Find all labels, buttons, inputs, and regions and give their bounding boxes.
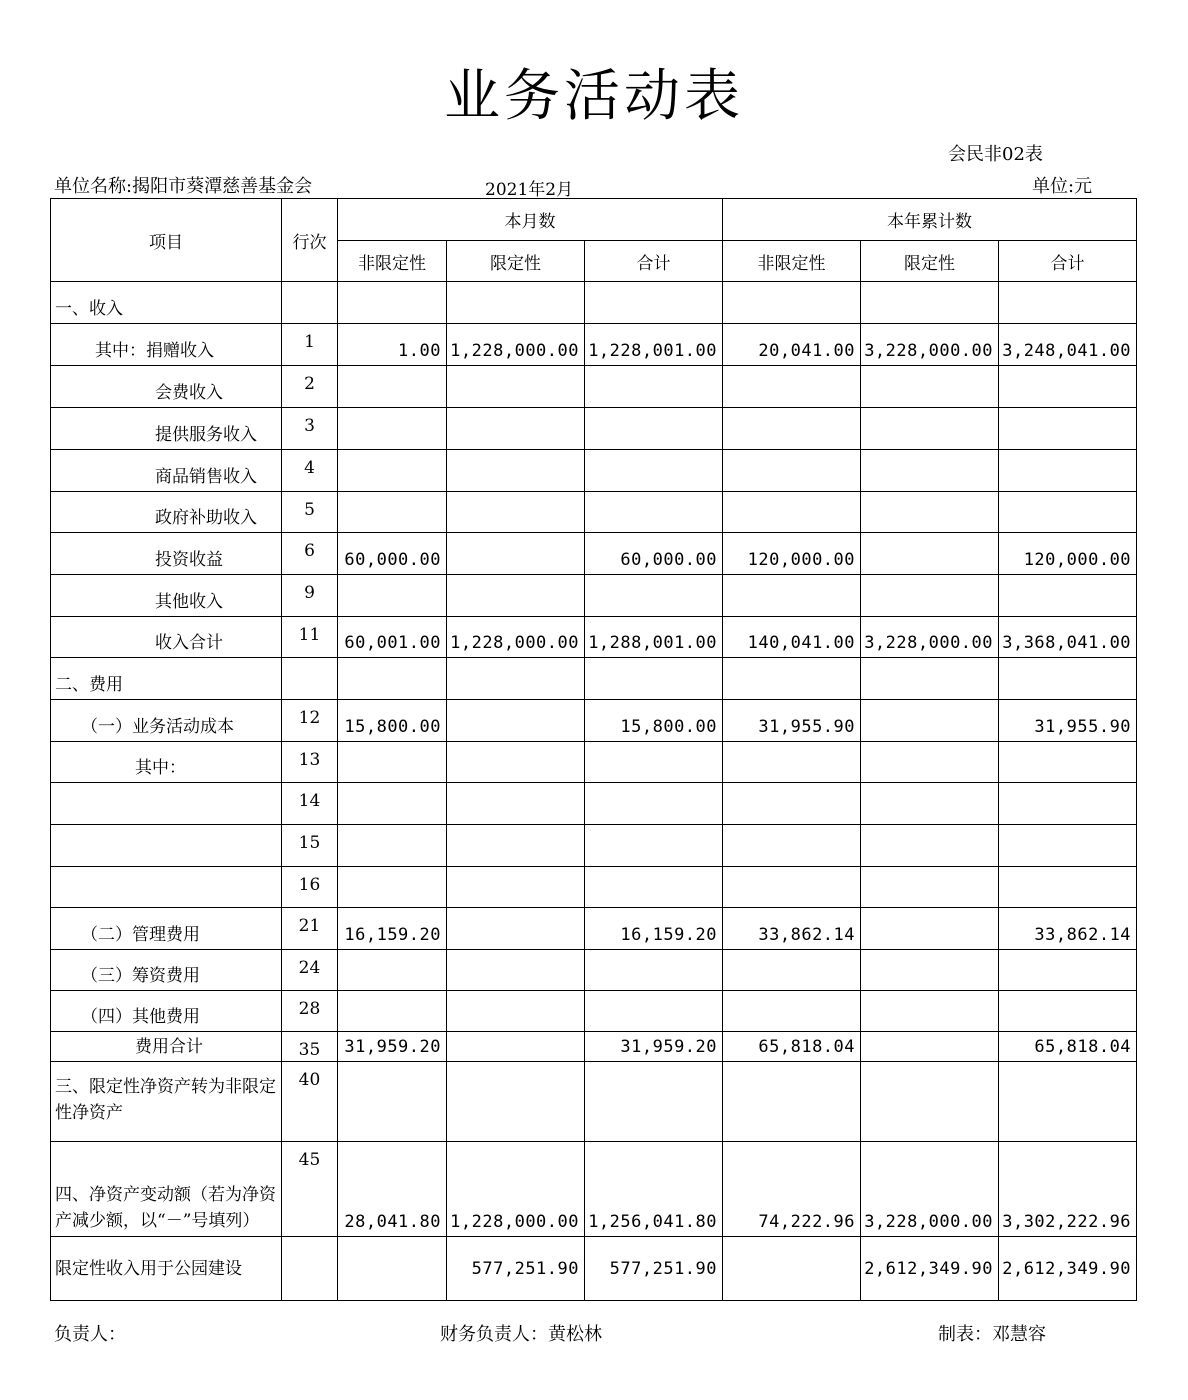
cell-y-total: [999, 575, 1137, 617]
cell-m-unres: 15,800.00: [338, 700, 447, 742]
row-line-number: [282, 282, 338, 324]
cell-y-unres: 31,955.90: [723, 700, 861, 742]
cell-y-res: [861, 867, 999, 908]
header-row-groups: [51, 199, 1137, 241]
header-month-total: 合计: [585, 241, 723, 282]
row-label: 一、收入: [51, 282, 282, 324]
cell-m-res: [447, 282, 585, 324]
cell-y-total: [999, 450, 1137, 492]
cell-m-res: [447, 408, 585, 450]
cell-m-unres: [338, 408, 447, 450]
cell-y-total: [999, 492, 1137, 533]
table-row: [51, 533, 1137, 575]
cell-y-total: 2,612,349.90: [999, 1237, 1137, 1301]
cell-y-total: 120,000.00: [999, 533, 1137, 575]
row-label: （三）筹资费用: [51, 950, 282, 991]
row-label: （二）管理费用: [51, 908, 282, 950]
table-row: [51, 1142, 1137, 1237]
cell-y-total: [999, 1062, 1137, 1142]
row-label: [51, 867, 282, 908]
footer-preparer: 制表：邓慧容: [938, 1324, 1046, 1345]
header-year-restricted: 限定性: [861, 241, 999, 282]
row-line-number: 2: [282, 366, 338, 408]
row-label: 三、限定性净资产转为非限定性净资产: [51, 1062, 282, 1142]
header-month-group: 本月数: [338, 199, 723, 241]
table-row: [51, 366, 1137, 408]
table-row: [51, 700, 1137, 742]
cell-y-unres: [723, 867, 861, 908]
table-row: [51, 324, 1137, 366]
header-month-unrestricted: 非限定性: [338, 241, 447, 282]
cell-m-unres: [338, 282, 447, 324]
header-year-total: 合计: [999, 241, 1137, 282]
row-line-number: 15: [282, 825, 338, 867]
cell-m-unres: 60,000.00: [338, 533, 447, 575]
cell-y-total: [999, 742, 1137, 783]
cell-m-res: [447, 867, 585, 908]
cell-m-unres: [338, 825, 447, 867]
cell-m-res: [447, 492, 585, 533]
cell-m-total: [585, 575, 723, 617]
cell-m-total: [585, 867, 723, 908]
table-row: [51, 408, 1137, 450]
cell-m-total: [585, 825, 723, 867]
table-row: [51, 1032, 1137, 1062]
unit-name: 单位名称:揭阳市葵潭慈善基金会: [54, 176, 313, 197]
cell-m-unres: 1.00: [338, 324, 447, 366]
row-line-number: 11: [282, 617, 338, 658]
row-label: [51, 825, 282, 867]
cell-m-unres: [338, 450, 447, 492]
cell-y-unres: 120,000.00: [723, 533, 861, 575]
cell-m-unres: [338, 366, 447, 408]
row-line-number: [282, 1237, 338, 1301]
cell-y-unres: 20,041.00: [723, 324, 861, 366]
cell-m-unres: [338, 783, 447, 825]
cell-m-res: [447, 366, 585, 408]
table-row: [51, 991, 1137, 1032]
row-line-number: 40: [282, 1062, 338, 1142]
cell-m-res: [447, 825, 585, 867]
cell-y-total: 3,302,222.96: [999, 1142, 1137, 1237]
cell-y-unres: [723, 658, 861, 700]
cell-y-unres: [723, 492, 861, 533]
cell-y-unres: [723, 1062, 861, 1142]
cell-y-res: [861, 742, 999, 783]
cell-m-unres: 60,001.00: [338, 617, 447, 658]
cell-y-res: [861, 783, 999, 825]
cell-m-total: 15,800.00: [585, 700, 723, 742]
cell-y-total: 31,955.90: [999, 700, 1137, 742]
row-line-number: 1: [282, 324, 338, 366]
cell-y-res: 3,228,000.00: [861, 324, 999, 366]
footer-responsible: 负责人：: [54, 1324, 126, 1345]
cell-y-unres: [723, 950, 861, 991]
cell-y-total: [999, 408, 1137, 450]
cell-y-total: [999, 783, 1137, 825]
cell-y-res: 3,228,000.00: [861, 1142, 999, 1237]
cell-m-res: [447, 533, 585, 575]
table-row: [51, 908, 1137, 950]
row-label: （四）其他费用: [51, 991, 282, 1032]
row-label: 四、净资产变动额（若为净资产减少额，以“－”号填列）: [51, 1142, 282, 1237]
row-line-number: 5: [282, 492, 338, 533]
row-line-number: 45: [282, 1142, 338, 1237]
cell-y-unres: [723, 783, 861, 825]
cell-m-unres: 31,959.20: [338, 1032, 447, 1062]
cell-y-unres: [723, 575, 861, 617]
cell-y-total: 33,862.14: [999, 908, 1137, 950]
table-row: [51, 950, 1137, 991]
table-row: [51, 282, 1137, 324]
cell-m-unres: 16,159.20: [338, 908, 447, 950]
cell-y-unres: [723, 450, 861, 492]
cell-y-total: [999, 658, 1137, 700]
table-row: [51, 742, 1137, 783]
row-label: 限定性收入用于公园建设: [51, 1237, 282, 1301]
page-title: 业务活动表: [444, 64, 744, 129]
cell-m-res: [447, 908, 585, 950]
row-line-number: 16: [282, 867, 338, 908]
cell-y-res: [861, 700, 999, 742]
cell-y-res: [861, 1062, 999, 1142]
cell-m-total: [585, 366, 723, 408]
cell-y-unres: [723, 1237, 861, 1301]
cell-m-total: 60,000.00: [585, 533, 723, 575]
currency-unit: 单位:元: [1032, 176, 1093, 197]
cell-m-res: 1,228,000.00: [447, 617, 585, 658]
cell-y-total: [999, 867, 1137, 908]
cell-y-res: [861, 1032, 999, 1062]
cell-m-res: [447, 700, 585, 742]
row-line-number: 12: [282, 700, 338, 742]
cell-y-res: [861, 408, 999, 450]
table-row: [51, 825, 1137, 867]
cell-m-unres: [338, 1062, 447, 1142]
header-month-restricted: 限定性: [447, 241, 585, 282]
row-line-number: 4: [282, 450, 338, 492]
cell-m-res: [447, 991, 585, 1032]
row-line-number: 6: [282, 533, 338, 575]
row-label: 提供服务收入: [51, 408, 282, 450]
footer-finance: 财务负责人：黄松林: [440, 1324, 602, 1345]
cell-y-res: [861, 492, 999, 533]
cell-m-total: 16,159.20: [585, 908, 723, 950]
cell-m-total: [585, 742, 723, 783]
cell-y-unres: [723, 282, 861, 324]
cell-m-unres: [338, 742, 447, 783]
cell-m-total: [585, 991, 723, 1032]
cell-y-res: [861, 908, 999, 950]
table-row: [51, 783, 1137, 825]
cell-m-unres: [338, 950, 447, 991]
cell-y-res: [861, 533, 999, 575]
cell-y-unres: [723, 825, 861, 867]
cell-y-total: [999, 950, 1137, 991]
cell-y-unres: 65,818.04: [723, 1032, 861, 1062]
cell-m-res: 1,228,000.00: [447, 1142, 585, 1237]
row-line-number: 35: [282, 1032, 338, 1062]
row-line-number: 3: [282, 408, 338, 450]
table-row: [51, 450, 1137, 492]
cell-y-res: [861, 950, 999, 991]
table-row: [51, 1062, 1137, 1142]
cell-m-unres: 28,041.80: [338, 1142, 447, 1237]
row-label: 投资收益: [51, 533, 282, 575]
row-line-number: 21: [282, 908, 338, 950]
form-code: 会民非02表: [948, 144, 1043, 165]
cell-y-unres: [723, 366, 861, 408]
cell-y-res: [861, 575, 999, 617]
header-year-group: 本年累计数: [723, 199, 1137, 241]
cell-y-unres: [723, 991, 861, 1032]
cell-m-res: [447, 742, 585, 783]
cell-y-total: [999, 825, 1137, 867]
table-row: [51, 867, 1137, 908]
cell-m-res: [447, 658, 585, 700]
cell-m-total: [585, 783, 723, 825]
row-label: 费用合计: [51, 1032, 282, 1062]
row-label: （一）业务活动成本: [51, 700, 282, 742]
cell-m-total: [585, 408, 723, 450]
row-line-number: 13: [282, 742, 338, 783]
table-body: [51, 282, 1137, 1301]
cell-m-res: [447, 783, 585, 825]
row-line-number: [282, 658, 338, 700]
cell-m-unres: [338, 492, 447, 533]
cell-m-total: 1,288,001.00: [585, 617, 723, 658]
header-line: 行次: [282, 199, 338, 282]
cell-m-total: [585, 950, 723, 991]
cell-m-res: [447, 575, 585, 617]
row-label: 二、费用: [51, 658, 282, 700]
table-row: [51, 575, 1137, 617]
cell-y-total: [999, 282, 1137, 324]
row-line-number: 9: [282, 575, 338, 617]
row-label: 其中：: [51, 742, 282, 783]
table-row: [51, 658, 1137, 700]
cell-y-res: [861, 658, 999, 700]
cell-m-res: [447, 1032, 585, 1062]
cell-m-unres: [338, 658, 447, 700]
cell-y-unres: 140,041.00: [723, 617, 861, 658]
cell-y-res: 2,612,349.90: [861, 1237, 999, 1301]
report-period: 2021年2月: [485, 180, 574, 200]
cell-y-res: [861, 282, 999, 324]
row-line-number: 24: [282, 950, 338, 991]
cell-y-total: 3,248,041.00: [999, 324, 1137, 366]
cell-y-res: 3,228,000.00: [861, 617, 999, 658]
cell-y-res: [861, 366, 999, 408]
table-row: [51, 492, 1137, 533]
cell-m-res: 577,251.90: [447, 1237, 585, 1301]
cell-m-total: [585, 492, 723, 533]
row-line-number: 14: [282, 783, 338, 825]
cell-y-res: [861, 991, 999, 1032]
cell-y-total: 65,818.04: [999, 1032, 1137, 1062]
cell-m-res: 1,228,000.00: [447, 324, 585, 366]
cell-y-unres: [723, 408, 861, 450]
table-row: [51, 617, 1137, 658]
cell-m-total: 1,228,001.00: [585, 324, 723, 366]
cell-m-total: [585, 282, 723, 324]
cell-y-res: [861, 825, 999, 867]
cell-y-total: 3,368,041.00: [999, 617, 1137, 658]
cell-m-unres: [338, 575, 447, 617]
cell-y-unres: 33,862.14: [723, 908, 861, 950]
cell-y-total: [999, 991, 1137, 1032]
cell-m-unres: [338, 1237, 447, 1301]
cell-m-res: [447, 950, 585, 991]
row-label: 收入合计: [51, 617, 282, 658]
header-item: 项目: [51, 199, 282, 282]
row-label: 其他收入: [51, 575, 282, 617]
row-label: 会费收入: [51, 366, 282, 408]
cell-m-total: 577,251.90: [585, 1237, 723, 1301]
header-year-unrestricted: 非限定性: [723, 241, 861, 282]
table-row: [51, 1237, 1137, 1301]
cell-y-unres: 74,222.96: [723, 1142, 861, 1237]
cell-y-res: [861, 450, 999, 492]
cell-m-res: [447, 1062, 585, 1142]
row-line-number: 28: [282, 991, 338, 1032]
row-label: 其中：捐赠收入: [51, 324, 282, 366]
cell-m-unres: [338, 991, 447, 1032]
cell-y-total: [999, 366, 1137, 408]
activity-table: [50, 198, 1137, 1301]
cell-m-res: [447, 450, 585, 492]
cell-m-total: [585, 450, 723, 492]
cell-m-total: [585, 658, 723, 700]
cell-m-unres: [338, 867, 447, 908]
cell-m-total: [585, 1062, 723, 1142]
row-label: 商品销售收入: [51, 450, 282, 492]
row-label: [51, 783, 282, 825]
cell-y-unres: [723, 742, 861, 783]
row-label: 政府补助收入: [51, 492, 282, 533]
cell-m-total: 31,959.20: [585, 1032, 723, 1062]
cell-m-total: 1,256,041.80: [585, 1142, 723, 1237]
